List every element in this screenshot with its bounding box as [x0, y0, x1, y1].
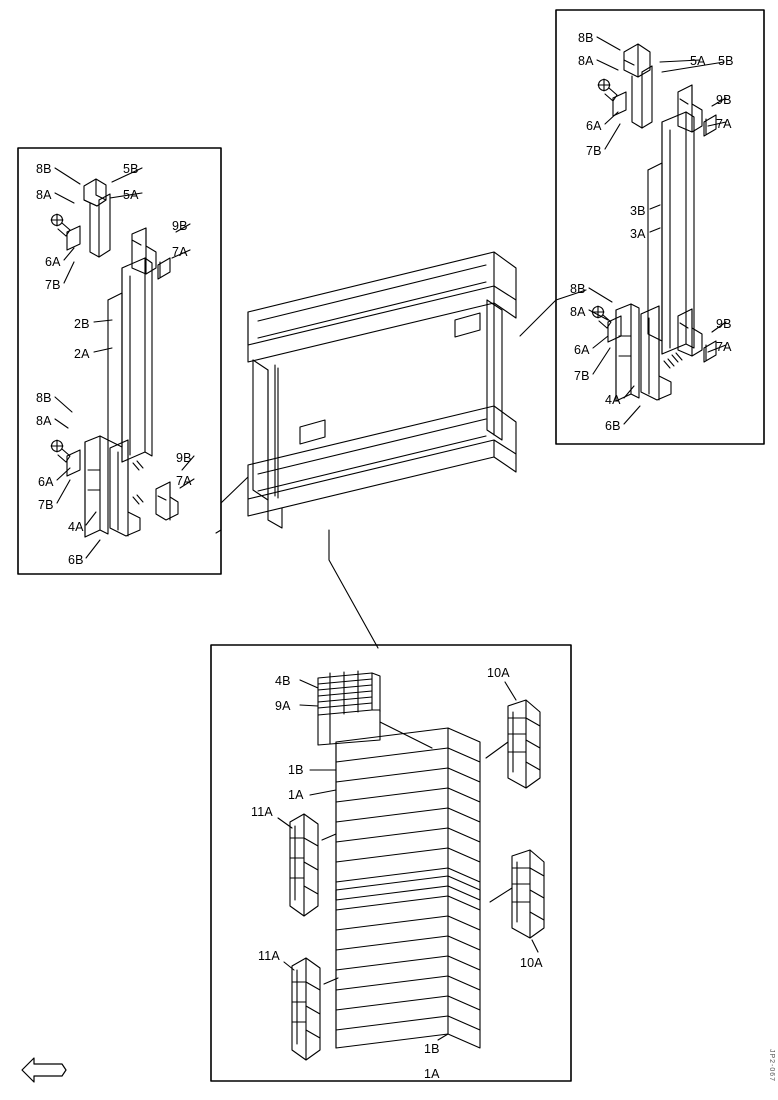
part-label: 6A [45, 255, 61, 269]
part-label: 8A [570, 305, 586, 319]
part-label: 6B [68, 553, 84, 567]
part-label: 6A [38, 475, 54, 489]
part-label: 5B [123, 162, 139, 176]
part-label: 3A [630, 227, 646, 241]
part-label: 5A [123, 188, 139, 202]
label-leaders [55, 37, 726, 558]
part-label: 9B [172, 219, 188, 233]
part-label: 6A [574, 343, 590, 357]
direction-arrow [22, 1058, 66, 1082]
part-label: 5A [690, 54, 706, 68]
part-label: 9B [716, 317, 732, 331]
part-label: 8A [578, 54, 594, 68]
part-label: 7A [716, 117, 732, 131]
part-label: 10A [487, 666, 510, 680]
part-label: 1B [424, 1042, 440, 1056]
part-label: 7A [176, 474, 192, 488]
part-label: 4A [605, 393, 621, 407]
leader-right [520, 300, 556, 336]
leader-bottom [329, 530, 378, 648]
part-label: 9B [716, 93, 732, 107]
part-label: 7B [45, 278, 61, 292]
left-panel-parts [51, 179, 178, 537]
part-label: 11A [258, 949, 280, 963]
part-label: 7B [574, 369, 590, 383]
part-label: 8B [36, 391, 52, 405]
part-label: 7B [38, 498, 54, 512]
bottom-panel-parts [278, 671, 544, 1060]
part-label: 5B [718, 54, 734, 68]
part-label: 7A [172, 245, 188, 259]
part-label: 10A [520, 956, 543, 970]
part-label: 1A [424, 1067, 440, 1081]
part-label: 4B [275, 674, 291, 688]
right-panel-parts [592, 44, 716, 401]
part-label: 2B [74, 317, 90, 331]
part-label: 8A [36, 414, 52, 428]
part-label: 2A [74, 347, 90, 361]
part-label: 8B [36, 162, 52, 176]
part-label: 8B [570, 282, 586, 296]
part-label: 7A [716, 340, 732, 354]
part-label: 3B [630, 204, 646, 218]
center-body-frame [248, 252, 516, 528]
part-label: 9A [275, 699, 291, 713]
part-label: 6B [605, 419, 621, 433]
part-label: 8B [578, 31, 594, 45]
diagram-corner-code: JP2-067 [768, 1048, 775, 1082]
part-label: 9B [176, 451, 192, 465]
part-label: 1A [288, 788, 304, 802]
part-label: 1B [288, 763, 304, 777]
part-label: 6A [586, 119, 602, 133]
leader-left [221, 477, 248, 503]
part-label: 7B [586, 144, 602, 158]
part-label: 8A [36, 188, 52, 202]
part-label: 4A [68, 520, 84, 534]
part-label: 11A [251, 805, 273, 819]
